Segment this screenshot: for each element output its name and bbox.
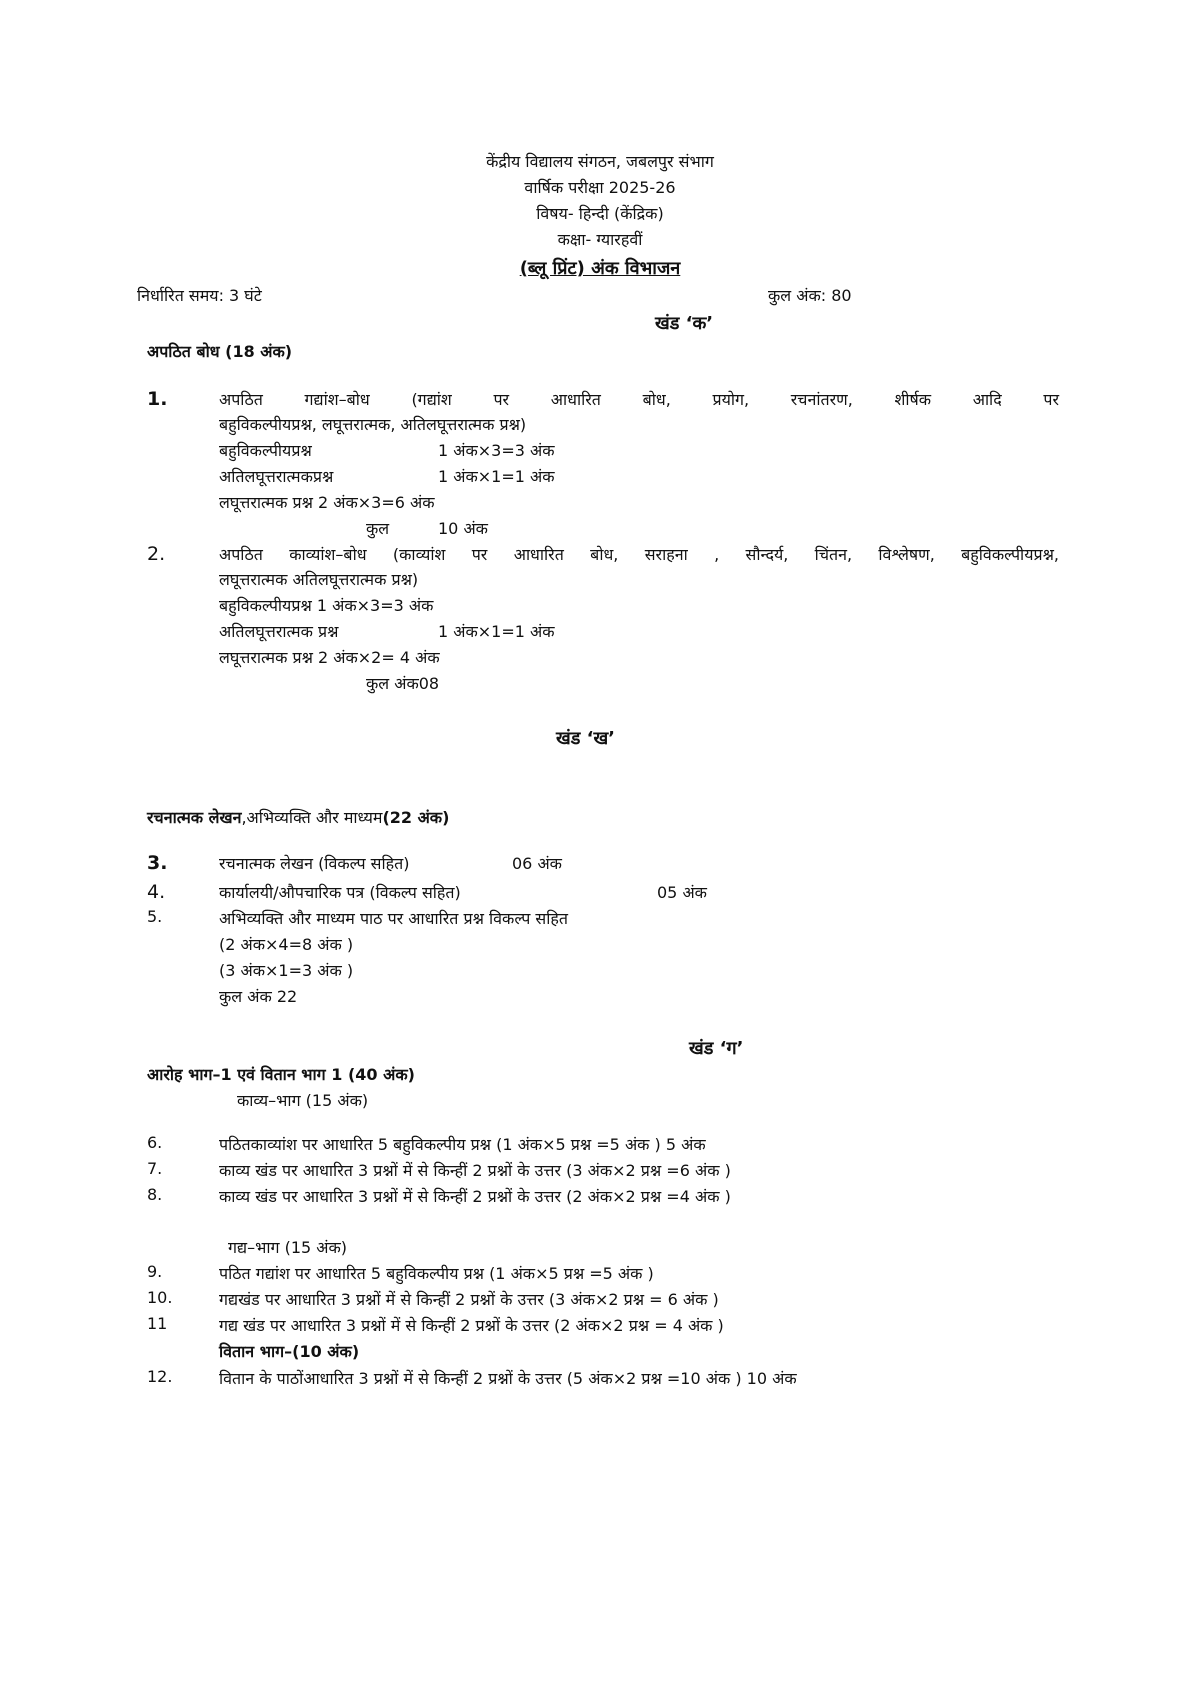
question-text: लघूत्तरात्मक अतिलघूत्तरात्मक प्रश्न): [219, 570, 419, 589]
marks-value: 06 अंक: [512, 854, 562, 873]
marks-line: बहुविकल्पीयप्रश्न 1 अंक×3=3 अंक: [219, 596, 434, 615]
question-text: गद्यखंड पर आधारित 3 प्रश्नों में से किन्हीं 2 प्रश्नों के उत्तर (3 अंक×2 प्रश्न = 6 अंक ): [219, 1290, 719, 1309]
question-text: अपठित काव्यांश–बोध (काव्यांश पर आधारित बोध, सराहना , सौन्दर्य, चिंतन, विश्लेषण, बहुविकल्पीयप्रश्न,: [219, 545, 1059, 564]
exam-name: वार्षिक परीक्षा 2025-26: [524, 178, 676, 197]
vitan-bhag-heading: वितान भाग–(10 अंक): [219, 1342, 360, 1361]
total-label: कुल: [366, 519, 390, 538]
question-text: अभिव्यक्ति और माध्यम पाठ पर आधारित प्रश्न विकल्प सहित: [219, 909, 568, 928]
max-marks: कुल अंक: 80: [768, 286, 852, 305]
subheading-bold: रचनात्मक लेखन: [147, 808, 242, 827]
question-number: 10.: [147, 1288, 173, 1307]
total-line: कुल अंक 22: [219, 987, 298, 1006]
marks-value: 05 अंक: [657, 883, 707, 902]
section-kha-heading: खंड ‘ख’: [556, 728, 616, 749]
section-kha-subheading: [147, 806, 449, 828]
question-text: बहुविकल्पीयप्रश्न, लघूत्तरात्मक, अतिलघूत्तरात्मक प्रश्न): [219, 415, 527, 434]
question-number: 12.: [147, 1367, 173, 1386]
question-number: 3.: [147, 852, 168, 874]
marks-line: लघूत्तरात्मक प्रश्न 2 अंक×3=6 अंक: [219, 493, 435, 512]
section-ga-subheading: आरोह भाग–1 एवं वितान भाग 1 (40 अंक): [147, 1065, 415, 1084]
question-text: पठितकाव्यांश पर आधारित 5 बहुविकल्पीय प्रश्न (1 अंक×5 प्रश्न =5 अंक ) 5 अंक: [219, 1135, 706, 1154]
gadya-bhag-heading: गद्य–भाग (15 अंक): [228, 1238, 348, 1257]
marks-value: 1 अंक×3=3 अंक: [438, 441, 555, 460]
marks-value: 1 अंक×1=1 अंक: [438, 622, 555, 641]
question-text: वितान के पाठोंआधारित 3 प्रश्नों में से किन्हीं 2 प्रश्नों के उत्तर (5 अंक×2 प्रश्न =10 अंक ) 10 अंक: [219, 1369, 797, 1388]
section-ka-heading: खंड ‘क’: [655, 313, 714, 334]
question-number: 4.: [147, 881, 166, 903]
question-text: पठित गद्यांश पर आधारित 5 बहुविकल्पीय प्रश्न (1 अंक×5 प्रश्न =5 अंक ): [219, 1264, 654, 1283]
question-number: 11: [147, 1314, 168, 1333]
marks-label: बहुविकल्पीयप्रश्न: [219, 441, 312, 460]
question-text: काव्य खंड पर आधारित 3 प्रश्नों में से किन्हीं 2 प्रश्नों के उत्तर (2 अंक×2 प्रश्न =4 अंक ): [219, 1187, 731, 1206]
marks-label: अतिलघूत्तरात्मकप्रश्न: [219, 467, 334, 486]
section-ga-heading: खंड ‘ग’: [689, 1038, 744, 1059]
marks-label: अतिलघूत्तरात्मक प्रश्न: [219, 622, 339, 641]
total-value: 10 अंक: [438, 519, 488, 538]
question-text: गद्य खंड पर आधारित 3 प्रश्नों में से किन्हीं 2 प्रश्नों के उत्तर (2 अंक×2 प्रश्न = 4 अंक ): [219, 1316, 724, 1335]
time-allowed: निर्धारित समय: 3 घंटे: [137, 286, 262, 305]
marks-line: लघूत्तरात्मक प्रश्न 2 अंक×2= 4 अंक: [219, 648, 440, 667]
subject: विषय- हिन्दी (केंद्रिक): [536, 204, 664, 223]
question-text: रचनात्मक लेखन (विकल्प सहित): [219, 854, 410, 873]
question-text: कार्यालयी/औपचारिक पत्र (विकल्प सहित): [219, 883, 461, 902]
section-ka-subheading: अपठित बोध (18 अंक): [147, 342, 293, 361]
question-number: 2.: [147, 543, 166, 565]
question-number: 7.: [147, 1159, 163, 1178]
question-number: 5.: [147, 907, 163, 926]
question-number: 8.: [147, 1185, 163, 1204]
total-line: कुल अंक08: [366, 674, 440, 693]
marks-line: (2 अंक×4=8 अंक ): [219, 935, 354, 954]
question-number: 9.: [147, 1262, 163, 1281]
question-text: अपठित गद्यांश–बोध (गद्यांश पर आधारित बोध, प्रयोग, रचनांतरण, शीर्षक आदि पर: [219, 390, 1059, 409]
org-name: केंद्रीय विद्यालय संगठन, जबलपुर संभाग: [486, 152, 714, 171]
question-number: 1.: [147, 388, 168, 410]
subheading-marks: (22 अंक): [382, 808, 450, 827]
subheading-rest: ,अभिव्यक्ति और माध्यम: [241, 808, 383, 827]
marks-line: (3 अंक×1=3 अंक ): [219, 961, 354, 980]
question-number: 6.: [147, 1133, 163, 1152]
marks-value: 1 अंक×1=1 अंक: [438, 467, 555, 486]
question-text: काव्य खंड पर आधारित 3 प्रश्नों में से किन्हीं 2 प्रश्नों के उत्तर (3 अंक×2 प्रश्न =6 अंक ): [219, 1161, 731, 1180]
class-name: कक्षा- ग्यारहवीं: [557, 230, 643, 249]
kavya-bhag-heading: काव्य–भाग (15 अंक): [237, 1091, 369, 1110]
document-title: (ब्लू प्रिंट) अंक विभाजन: [519, 258, 681, 279]
